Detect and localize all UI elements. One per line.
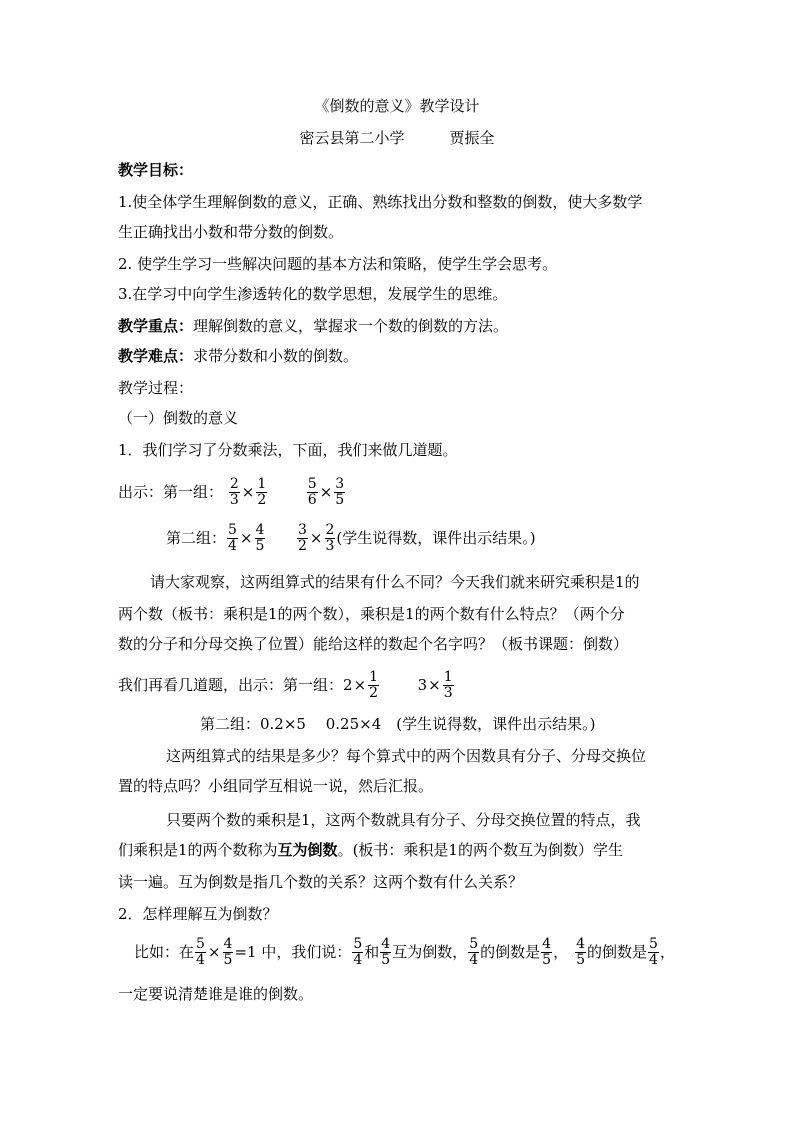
look-more-text: 我们再看几道题，出示：第一组： xyxy=(118,676,344,694)
fraction: $\frac{2}{3}$ xyxy=(229,475,239,508)
step-1: 1．我们学习了分数乘法，下面，我们来做几道题。 xyxy=(118,441,458,459)
fraction: $\frac{4}{5}$ xyxy=(542,935,552,968)
group-1-label: 第一组： xyxy=(163,483,224,501)
section-1-title: （一）倒数的意义 xyxy=(118,409,239,427)
group-1-row: 出示：第一组： $\frac{2}{3}$ × $\frac{1}{2}$ $\frac{5}{6}$ × $\frac{3}{5}$ xyxy=(118,475,345,508)
author-line: 密云县第二小学 贾振全 xyxy=(299,129,495,147)
fraction: $\frac{4}{5}$ xyxy=(576,935,585,968)
para-3-line3: 读一遍。互为倒数是指几个数的关系？这两个数有什么关系？ xyxy=(118,873,524,891)
example-row: 比如：在 $\frac{5}{4}$ × $\frac{4}{5}$ =1 中，我们说： $\frac{5}{4}$ 和 $\frac{4}{5}$ 互为倒数， $\frac{5}{4}$ 的倒数是 $\frac{4}{5}$ ， $\frac{4}{5}$ 的倒数是 $\frac{5}{4}$ ， xyxy=(134,935,675,968)
group-2-note: (学生说得数，课件出示结果。) xyxy=(336,529,536,547)
process-heading: 教学过程： xyxy=(118,379,194,397)
fraction: $\frac{5}{4}$ xyxy=(649,935,658,968)
para-1-line2: 两个数（板书：乘积是1的两个数），乘积是1的两个数有什么特点？（两个分 xyxy=(118,605,625,623)
fraction: $\frac{5}{4}$ xyxy=(353,935,363,968)
key-point xyxy=(118,316,508,336)
objective-1-line2: 生正确找出小数和带分数的倒数。 xyxy=(118,223,344,241)
final-line: 一定要说清楚谁是谁的倒数。 xyxy=(118,985,314,1003)
fraction: $\frac{1}{3}$ xyxy=(443,668,453,701)
group-2b: 第二组：0.2×5 0.25×4 (学生说得数，课件出示结果。) xyxy=(200,715,596,733)
objective-3: 3.在学习中向学生渗透转化的数学思想，发展学生的思维。 xyxy=(118,285,508,303)
para-2-line1: 这两组算式的结果是多少？每个算式中的两个因数具有分子、分母交换位 xyxy=(166,747,647,765)
mutual-reciprocal-term: 互为倒数 xyxy=(277,841,338,859)
para-3-line1: 只要两个数的乘积是1，这两个数就具有分子、分母交换位置的特点，我 xyxy=(166,811,641,829)
look-more-row: 我们再看几道题，出示：第一组：2× $\frac{1}{2}$ 3× $\frac{1}{3}$ xyxy=(118,668,453,701)
fraction: $\frac{3}{2}$ xyxy=(298,521,307,554)
group-2-label: 第二组： xyxy=(166,529,227,547)
para-2-line2: 置的特点吗？小组同学互相说一说，然后汇报。 xyxy=(118,777,434,795)
key-point-label: 教学重点： xyxy=(118,317,194,335)
fraction: $\frac{2}{3}$ xyxy=(325,521,335,554)
difficulty-text: 求带分数和小数的倒数。 xyxy=(193,347,359,365)
doc-title: 《倒数的意义》教学设计 xyxy=(314,97,480,115)
objective-1-line1: 1.使全体学生理解倒数的意义，正确、熟练找出分数和整数的倒数，使大多数学 xyxy=(118,193,643,211)
fraction: $\frac{4}{5}$ xyxy=(223,935,233,968)
step-2: 2．怎样理解互为倒数？ xyxy=(118,905,278,923)
difficulty-label: 教学难点： xyxy=(118,347,194,365)
fraction: $\frac{3}{5}$ xyxy=(335,475,345,508)
fraction: $\frac{1}{2}$ xyxy=(257,475,267,508)
objectives-heading: 教学目标： xyxy=(118,161,194,179)
key-point-text: 理解倒数的意义，掌握求一个数的倒数的方法。 xyxy=(193,317,509,335)
fraction: $\frac{4}{5}$ xyxy=(381,935,391,968)
difficulty xyxy=(118,346,358,366)
show-label: 出示： xyxy=(118,483,164,501)
para-3-line2: 们乘积是1的两个数称为互为倒数。(板书：乘积是1的两个数互为倒数）学生 xyxy=(118,841,623,859)
fraction: $\frac{5}{6}$ xyxy=(307,475,317,508)
fraction: $\frac{1}{2}$ xyxy=(369,668,379,701)
para-1-line3: 数的分子和分母交换了位置）能给这样的数起个名字吗？（板书课题：倒数） xyxy=(118,635,629,653)
fraction: $\frac{4}{5}$ xyxy=(255,521,265,554)
fraction: $\frac{5}{4}$ xyxy=(196,935,205,968)
para-1-line1: 请大家观察，这两组算式的结果有什么不同？今天我们就来研究乘积是1的 xyxy=(150,573,640,591)
objective-2: 2. 使学生学习一些解决问题的基本方法和策略，使学生学会思考。 xyxy=(118,255,558,273)
fraction: $\frac{5}{4}$ xyxy=(228,521,237,554)
fraction: $\frac{5}{4}$ xyxy=(469,935,479,968)
group-2-row: 第二组： $\frac{5}{4}$ × $\frac{4}{5}$ $\frac{3}{2}$ × $\frac{2}{3}$ (学生说得数，课件出示结果。) xyxy=(166,521,536,554)
